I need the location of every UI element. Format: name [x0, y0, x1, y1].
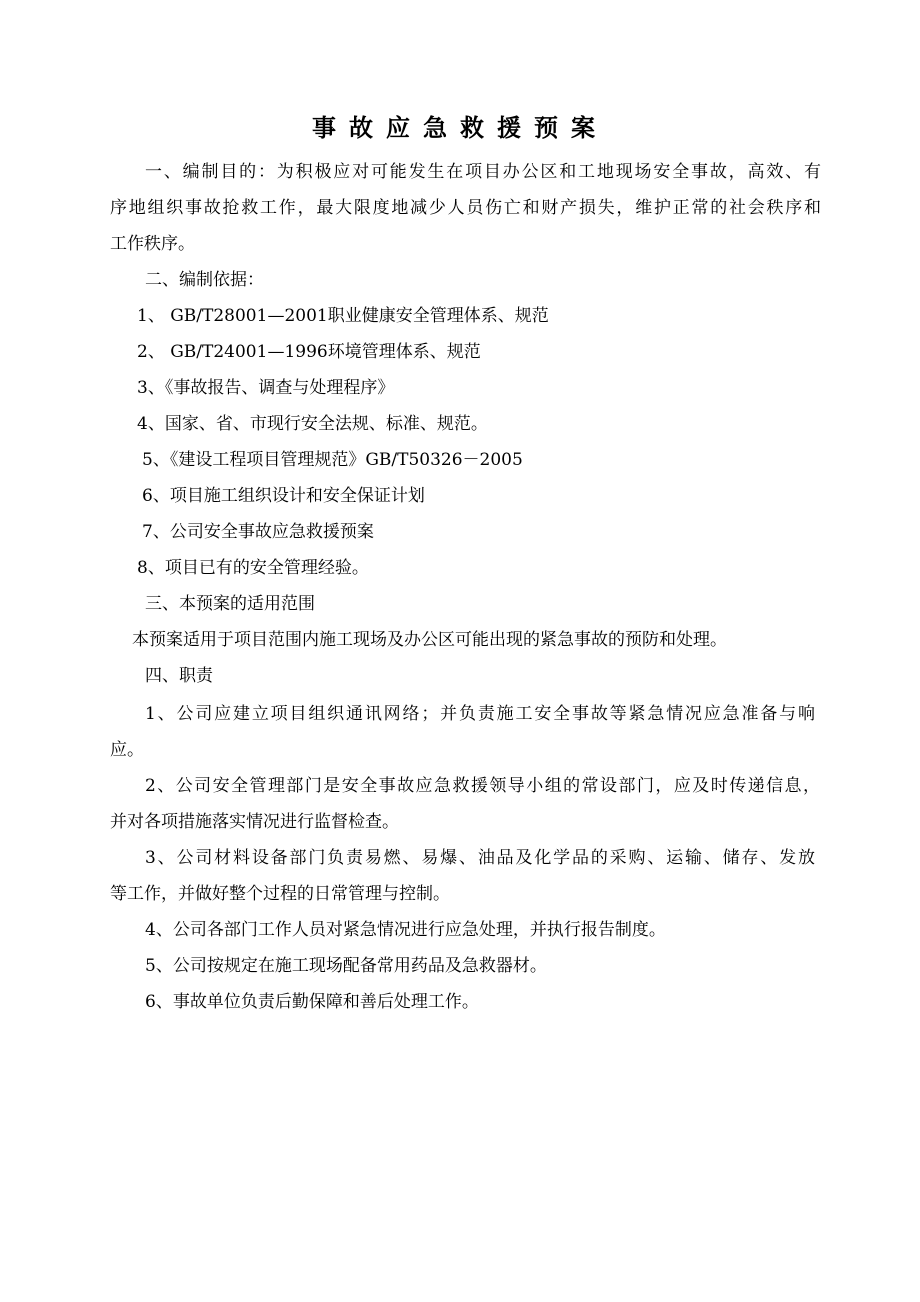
section-duties-heading: 四、职责 — [145, 666, 213, 686]
duty-3-line-2: 等工作，并做好整个过程的日常管理与控制。 — [110, 884, 450, 904]
basis-item-2: 2、 GB/T24001—1996环境管理体系、规范 — [137, 342, 481, 362]
scope-text: 本预案适用于项目范围内施工现场及办公区可能出现的紧急事故的预防和处理。 — [132, 630, 727, 650]
basis-item-7: 7、公司安全事故应急救援预案 — [142, 522, 374, 542]
basis-item-4: 4、国家、省、市现行安全法规、标准、规范。 — [137, 414, 488, 434]
basis-item-3: 3、《事故报告、调查与处理程序》 — [137, 378, 395, 398]
duty-1-line-1: 1、公司应建立项目组织通讯网络；并负责施工安全事故等紧急情况应急准备与响 — [145, 704, 815, 724]
duty-3-line-1: 3、公司材料设备部门负责易燃、易爆、油品及化学品的采购、运输、储存、发放 — [145, 848, 815, 868]
section-scope-heading: 三、本预案的适用范围 — [145, 594, 315, 614]
duty-6: 6、事故单位负责后勤保障和善后处理工作。 — [145, 992, 479, 1012]
paragraph-purpose-line-1: 一、编制目的：为积极应对可能发生在项目办公区和工地现场安全事故，高效、有 — [145, 162, 821, 182]
duty-4: 4、公司各部门工作人员对紧急情况进行应急处理，并执行报告制度。 — [145, 920, 666, 940]
basis-item-5: 5、《建设工程项目管理规范》GB/T50326－2005 — [142, 450, 523, 470]
basis-item-8: 8、项目已有的安全管理经验。 — [137, 558, 369, 578]
paragraph-purpose-line-3: 工作秩序。 — [110, 234, 195, 254]
basis-item-1: 1、 GB/T28001—2001职业健康安全管理体系、规范 — [137, 306, 549, 326]
section-basis-heading: 二、编制依据： — [145, 270, 264, 290]
basis-item-6: 6、项目施工组织设计和安全保证计划 — [142, 486, 425, 506]
duty-2-line-1: 2、公司安全管理部门是安全事故应急救援领导小组的常设部门，应及时传递信息， — [145, 776, 820, 796]
duty-5: 5、公司按规定在施工现场配备常用药品及急救器材。 — [145, 956, 547, 976]
duty-2-line-2: 并对各项措施落实情况进行监督检查。 — [110, 812, 399, 832]
paragraph-purpose-line-2: 序地组织事故抢救工作，最大限度地减少人员伤亡和财产损失，维护正常的社会秩序和 — [110, 198, 821, 218]
document-title: 事故应急救援预案 — [312, 114, 608, 142]
duty-1-line-2: 应。 — [110, 740, 144, 760]
